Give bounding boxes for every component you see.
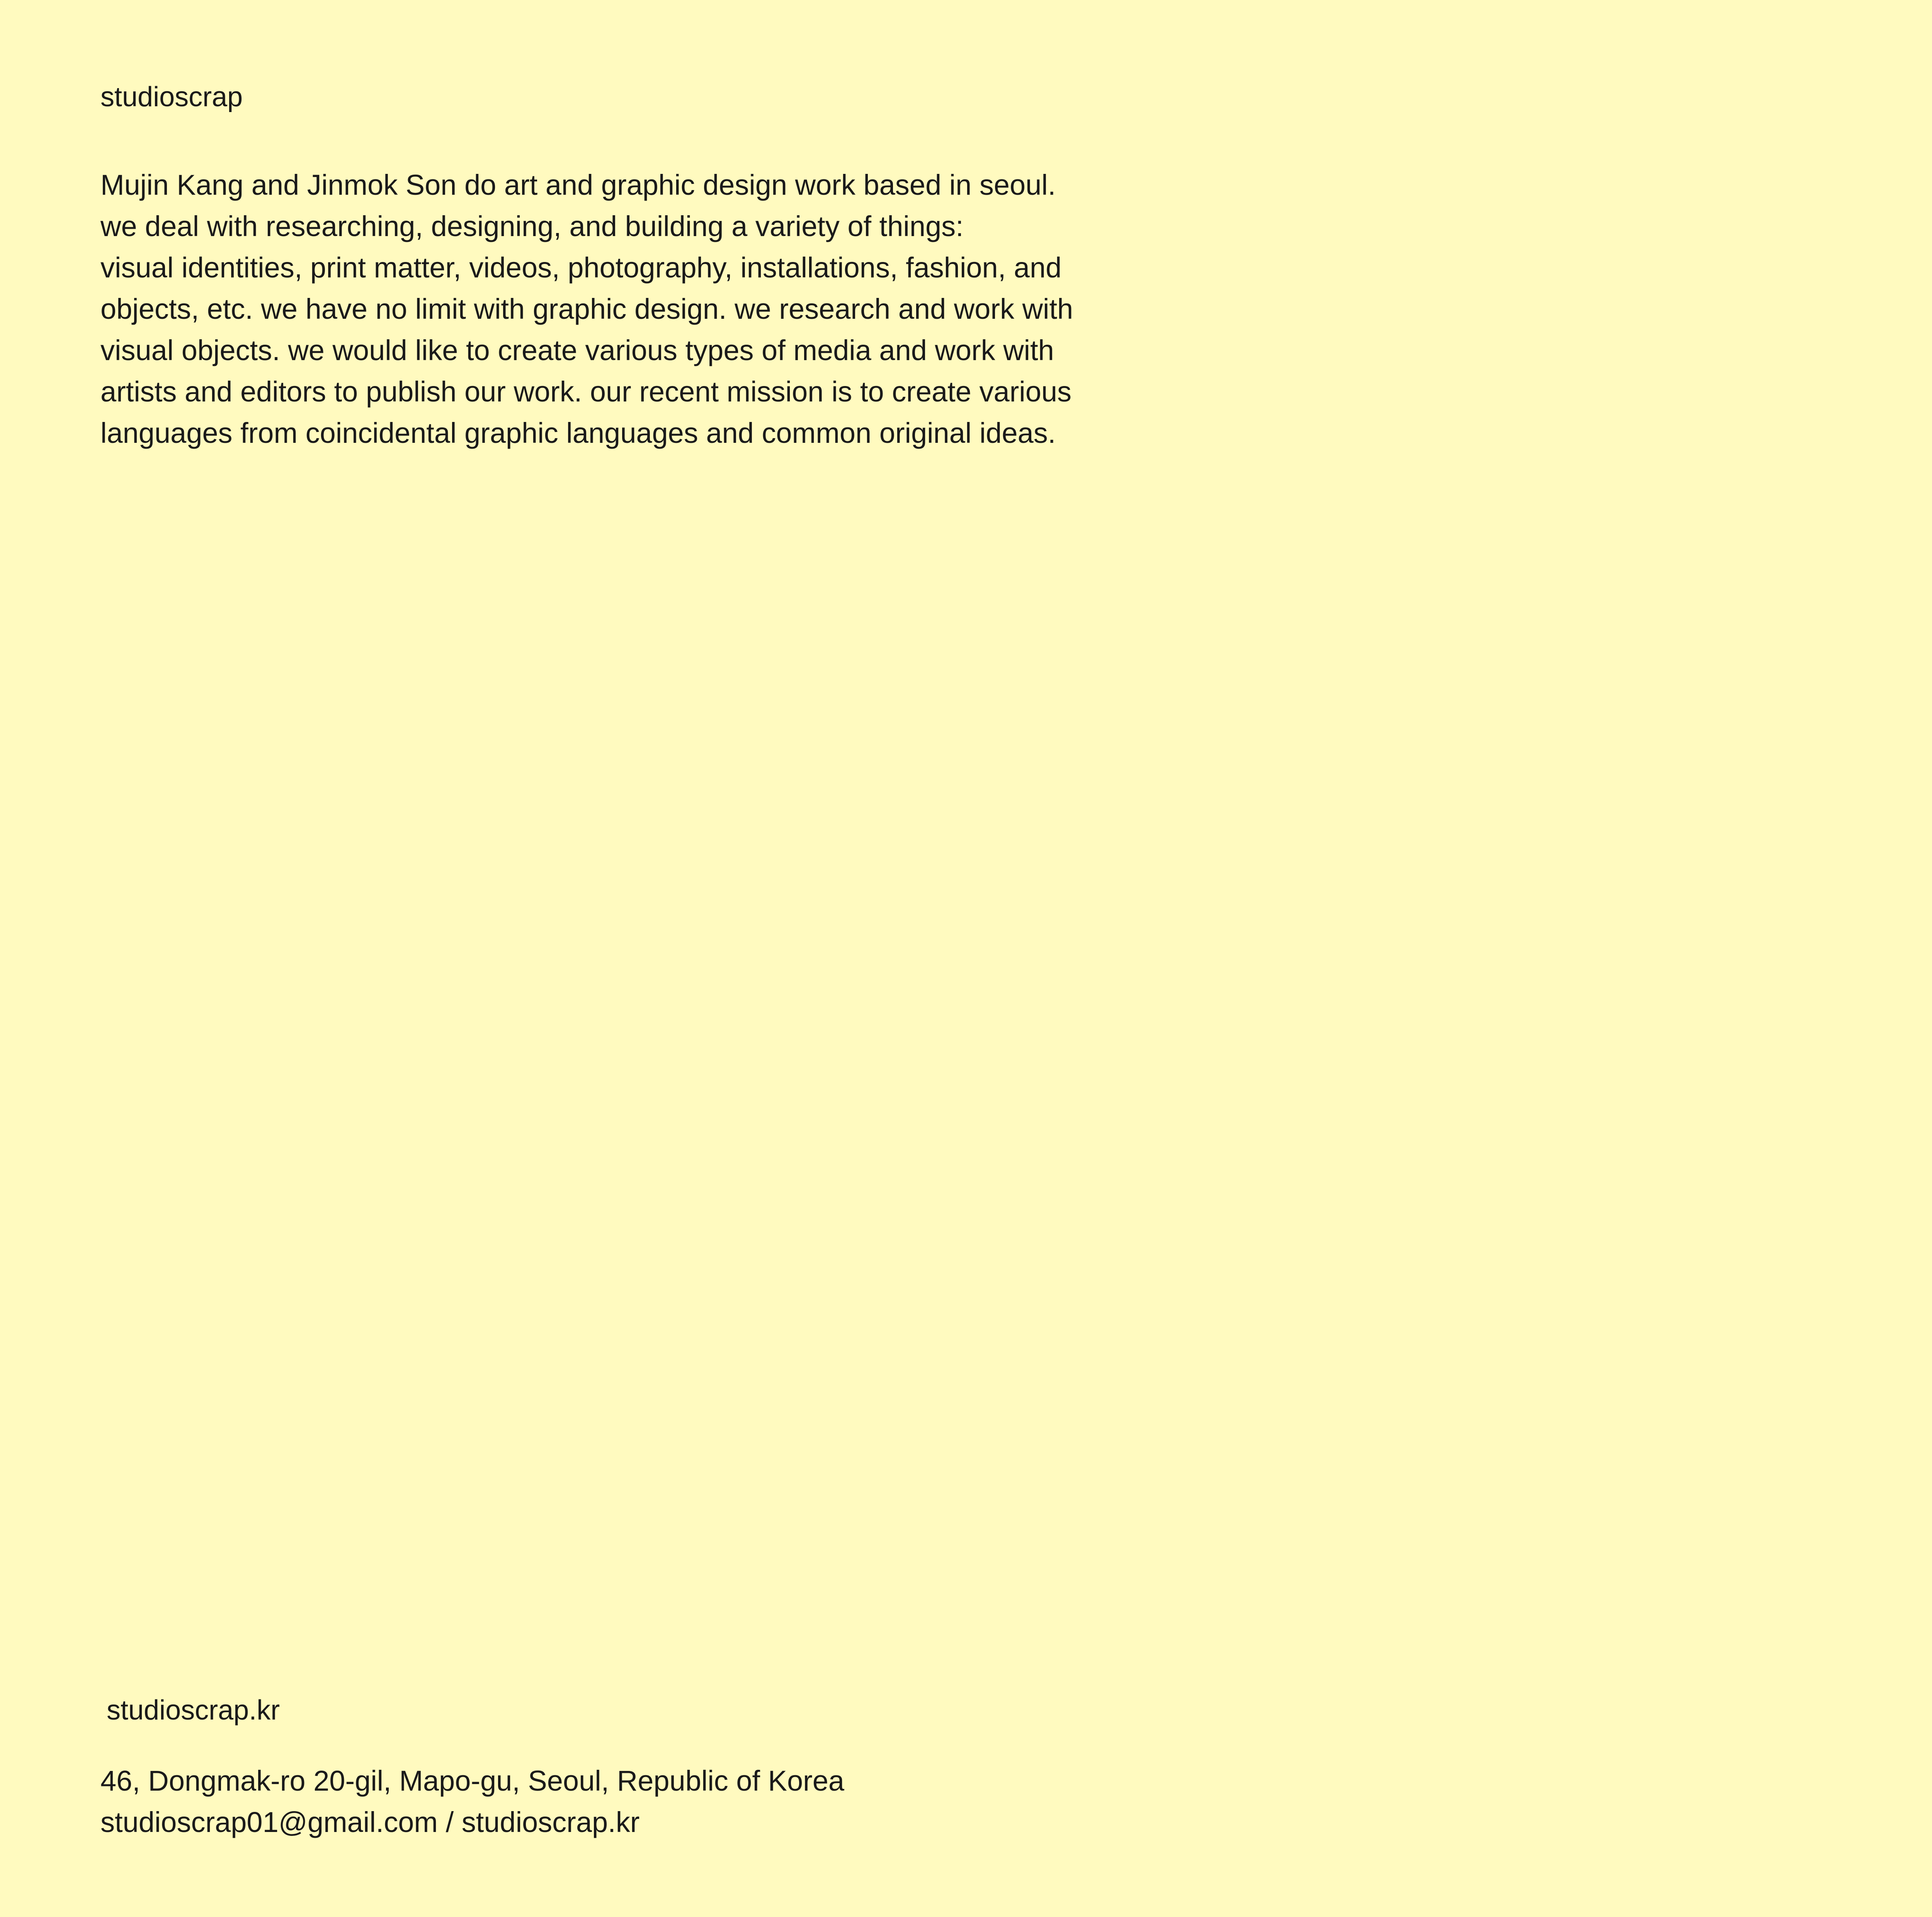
footer-contact[interactable]: studioscrap01@gmail.com / studioscrap.kr bbox=[100, 1806, 640, 1838]
intro-line: visual identities, print matter, videos, photography, installations, fashion, and bbox=[100, 252, 1062, 284]
intro-line: we deal with researching, designing, and building a variety of things: bbox=[100, 210, 964, 242]
footer-address: 46, Dongmak-ro 20-gil, Mapo-gu, Seoul, Republic of Korea bbox=[100, 1765, 845, 1797]
intro-paragraph bbox=[100, 164, 1240, 454]
intro-line: visual objects. we would like to create various types of media and work with bbox=[100, 334, 1054, 366]
footer-site-link[interactable]: studioscrap.kr bbox=[107, 1695, 280, 1726]
intro-line: artists and editors to publish our work. our recent mission is to create various bbox=[100, 376, 1072, 408]
studio-name: studioscrap bbox=[100, 82, 243, 112]
footer-contact-block bbox=[100, 1760, 844, 1843]
intro-line: languages from coincidental graphic languages and common original ideas. bbox=[100, 417, 1056, 449]
intro-line: Mujin Kang and Jinmok Son do art and graphic design work based in seoul. bbox=[100, 169, 1056, 201]
intro-line: objects, etc. we have no limit with graphic design. we research and work with bbox=[100, 293, 1073, 325]
